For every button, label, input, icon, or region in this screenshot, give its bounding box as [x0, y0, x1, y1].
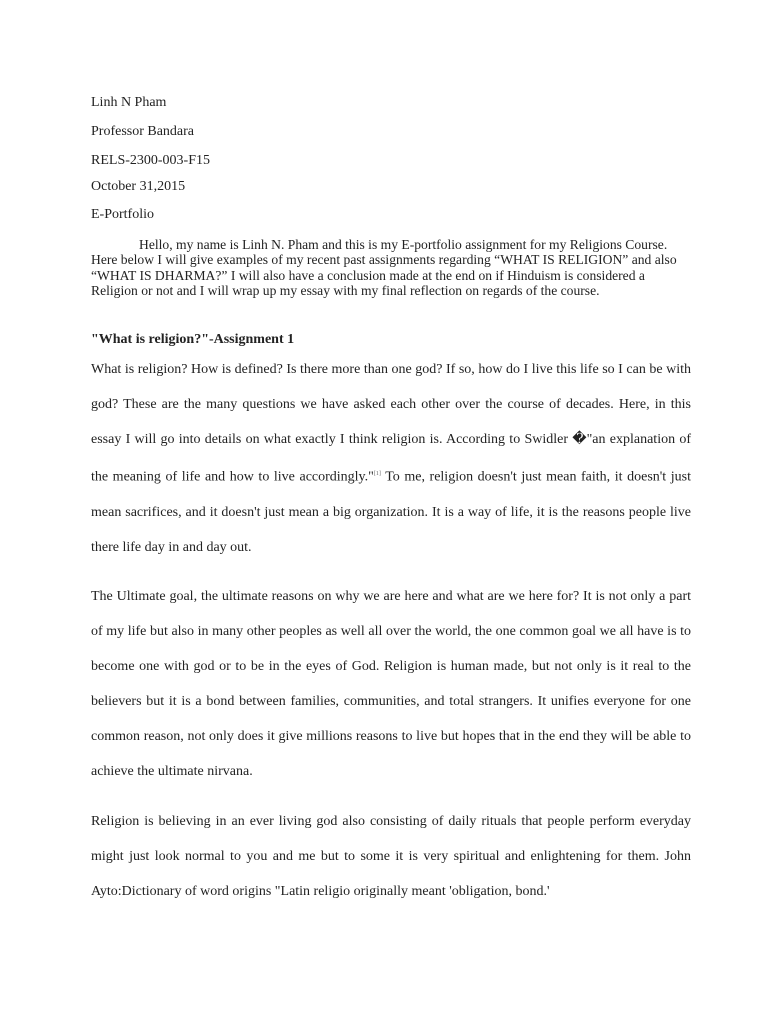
intro-paragraph: Hello, my name is Linh N. Pham and this is my E-portfolio assignment for my Religions Course. Here below I will give examples of my recent past assignments regarding “WHAT IS RELIGION” and also “WHAT IS DHARMA?” I will also have a conclusion made at the end on if Hinduism is considered a Religion or not and I will wrap up my essay with my final reflection on regards of the course.: [91, 237, 677, 299]
footnote-marker[interactable]: [1]: [373, 471, 381, 477]
body-paragraph-2: The Ultimate goal, the ultimate reasons on why we are here and what are we here for? It is not only a part of my life but also in many other peoples as well all over the world, the one common goal we all have is to become one with god or to be in the eyes of God. Religion is human made, but not only is it real to the believers but it is a bond between families, communities, and total strangers. It unifies everyone for one common reason, not only does it give millions reasons to live but hopes that in the end they will be able to achieve the ultimate nirvana.: [91, 589, 691, 779]
professor-name: Professor Bandara: [91, 124, 195, 139]
body-paragraph-1: [91, 352, 691, 565]
course-code: RELS-2300-003-F15: [91, 153, 210, 168]
student-name: Linh N Pham: [91, 95, 167, 110]
document-date: October 31,2015: [91, 179, 186, 194]
document-title: E-Portfolio: [91, 207, 154, 222]
paragraph-1-text-b: To me, religion doesn't just mean faith, it doesn't just mean sacrifices, and it doesn't just mean a big organization. It is a way of life, it is the reasons people live there life day in and day out.: [91, 469, 691, 555]
paragraph-1-text-a: What is religion? How is defined? Is there more than one god? If so, how do I live this life so I can be with god? These are the many questions we have asked each other over the course of decades. Here, in this essay I will go into details on what exactly I think religion is. According to Swidler �"an explanation of the meaning of life and how to live accordingly.": [91, 362, 691, 485]
body-paragraph-3: Religion is believing in an ever living god also consisting of daily rituals that people perform everyday might just look normal to you and me but to some it is very spiritual and enlightening for them. John Ayto:Dictionary of word origins "Latin religio originally meant 'obligation, bond.': [91, 814, 691, 899]
section-heading: "What is religion?"-Assignment 1: [91, 332, 295, 347]
